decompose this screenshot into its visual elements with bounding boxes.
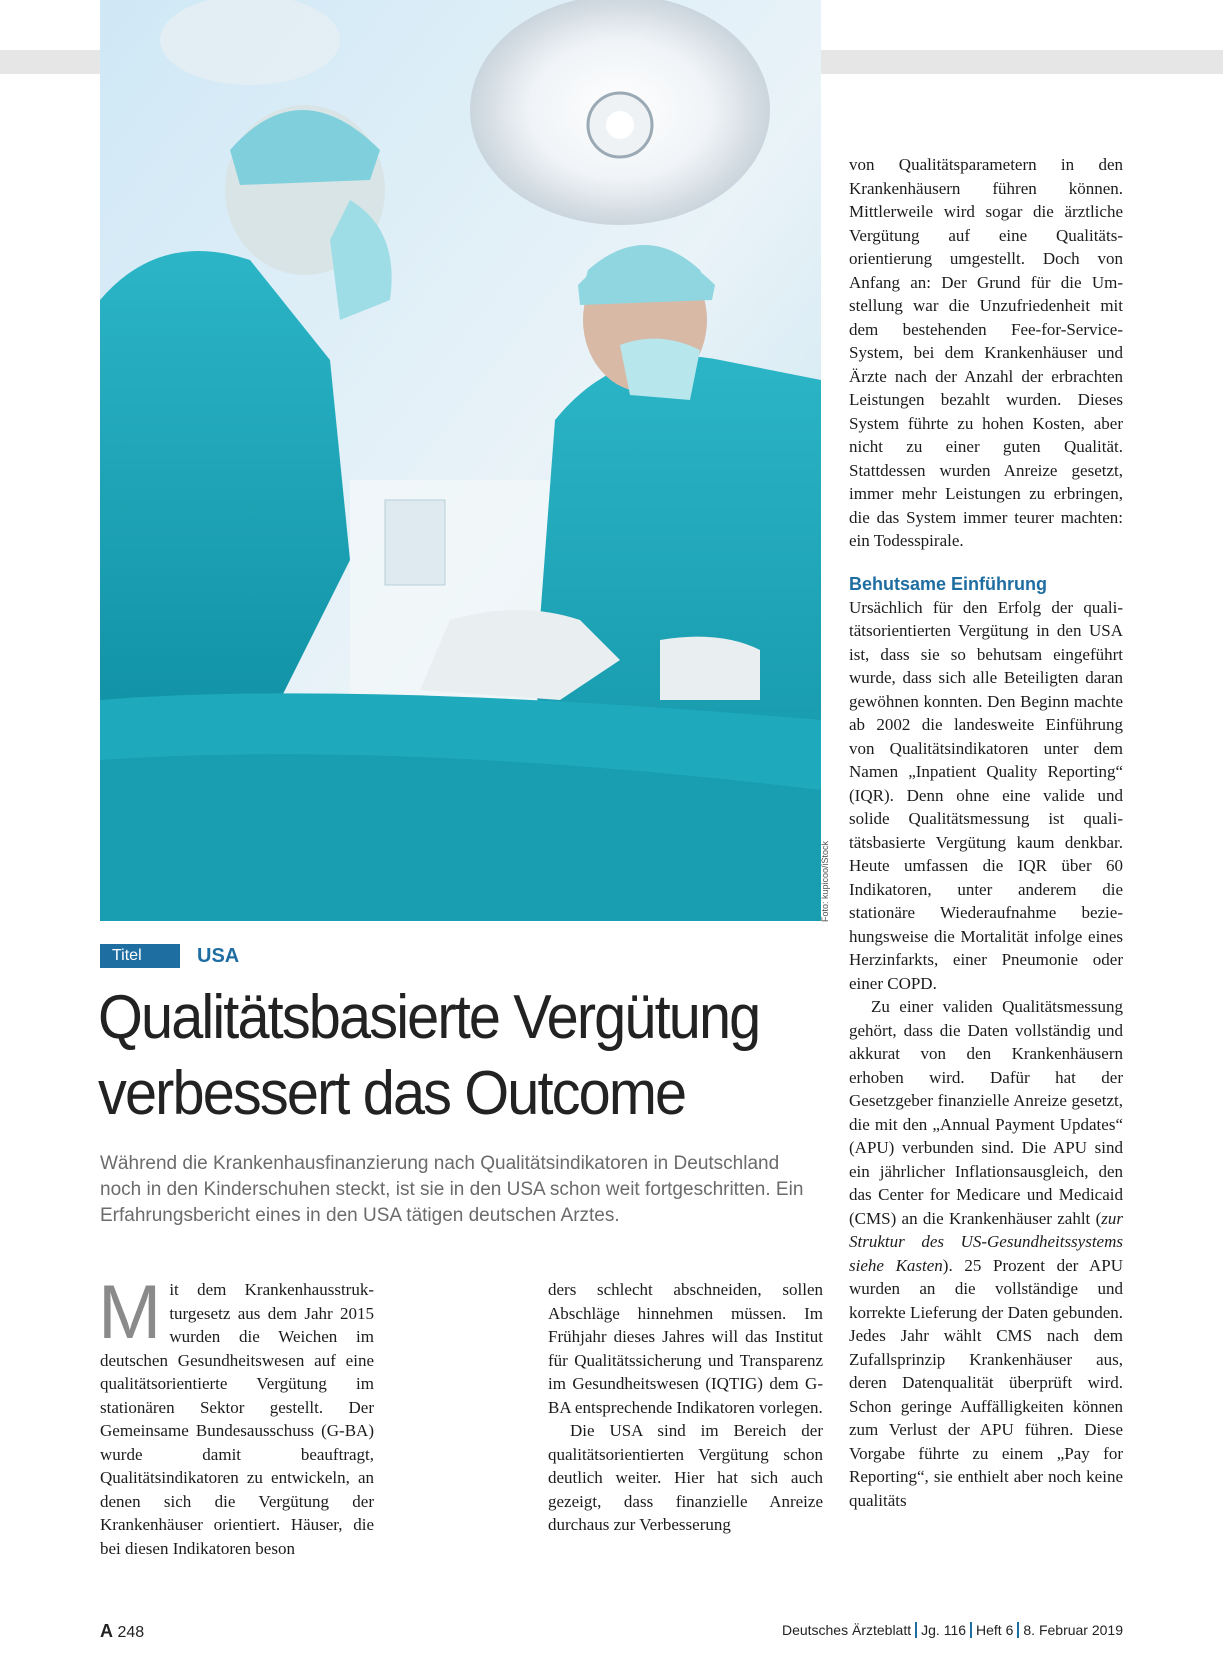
column-3-paragraph-2: Ursächlich für den Erfolg der qualitätsorientierten Vergütung in den USA ist, dass sie so behutsam eingeführt wurde, dass sich alle Beteiligten daran gewöhnen konnten. Den Beginn machte ab 2002 die landesweite Einführung von Qualitätsindikatoren unter dem Namen „Inpatient Quality Reporting“ (IQR). Denn ohne eine valide und solide Qualitätsmessung ist qualitätsbasierte Vergütung kaum denkbar. Heute umfassen die IQR über 60 Indikatoren, unter anderem die stationäre Wiederaufnahme beziehungsweise die Mortalität infolge eines Herzinfarkts, einer Pneumonie oder einer COPD.: [849, 597, 1123, 993]
column-3-paragraph-3-start: Zu einer validen Qualitätsmessung gehört, dass die Daten vollständig und akkurat von den Krankenhäusern erhoben wird. Dafür hat der Gesetzgeber finanzielle Anreize gesetzt, die mit den „Annual Payment Updates“ (APU) verbunden sind. Die APU sind ein jährlicher Inflationsausgleich, den das Center for Medicare und Medicaid (CMS) an die Krankenhäuser zahlt (: [849, 997, 1123, 1228]
column-1: [98, 1270, 374, 1560]
page-number-value: 248: [117, 1624, 145, 1641]
column-3: [849, 153, 1123, 1512]
headline: [98, 980, 777, 1132]
separator: [1017, 1622, 1019, 1638]
journal-info: [782, 1622, 1123, 1638]
column-1-paragraph: [98, 1270, 374, 1560]
column-3-paragraph-1: von Qualitätsparametern in den Krankenhäusern führen können. Mittlerweile wird sogar die ärztliche Vergütung auf eine Qualitätsorientierung umgestellt. Doch von Anfang an: Der Grund für die Umstellung war die Unzufriedenheit mit dem bestehenden Fee-for-Service-System, bei dem Krankenhäuser und Ärzte nach der Anzahl der erbrachten Leistungen bezahlt wurden. Dieses System führte zu hohen Kosten, aber nicht zu einer guten Qualität. Stattdessen wurden Anreize gesetzt, immer mehr Leistungen zu erbringen, die das System immer teurer machten: ein Todesspirale.: [849, 155, 1123, 550]
rubric-topic: USA: [197, 945, 240, 967]
separator: [915, 1622, 917, 1638]
section-subheading: Behutsame Einführung: [849, 573, 1048, 594]
column-3-paragraph-3-end: ). 25 Prozent der APU wurden an die vollständige und korrekte Lieferung der Daten gebunden. Jedes Jahr wählt CMS nach dem Zufallsprinzip Krankenhäuser aus, deren Datenqualität überprüft wird. Schon geringe Auffälligkeiten können zum Verlust der APU führen. Diese Vorgabe führte zu einem „Pay for Reporting“, sie enthielt aber noch keine qualitäts: [849, 1255, 1123, 1510]
journal-date: 8. Februar 2019: [1023, 1622, 1123, 1638]
headline-line-1: Qualitätsbasierte Vergütung: [98, 983, 760, 1052]
column-1-text: it dem Krankenhausstrukturgesetz aus dem Jahr 2015 wurden die Weichen im deutschen Gesundheitswesen auf eine qualitätsorientierte Vergütung im stationären Sektor gestellt. Der Gemeinsame Bundesausschuss (G-BA) wurde damit beauftragt, Qualitätsindikatoren zu entwickeln, an denen sich die Vergütung der Krankenhäuser orientiert. Häuser, die bei diesen Indikatoren beson: [100, 1280, 374, 1558]
journal-volume: Jg. 116: [921, 1622, 967, 1638]
photo-credit: Foto: kupicoo/iStock: [820, 840, 830, 922]
column-2-paragraph-2: Die USA sind im Bereich der qualitätsorientierten Vergütung schon deutlich weiter. Hier hat sich auch gezeigt, dass finanzielle Anreize durchaus zur Verbesserung: [548, 1421, 823, 1534]
rubric-label: Titel: [100, 944, 180, 968]
page-prefix: A: [100, 1621, 113, 1641]
column-2-paragraph-1: ders schlecht abschneiden, sollen Abschläge hinnehmen müssen. Im Frühjahr dieses Jahres will das Institut für Qualitätssicherung und Transparenz im Gesundheitswesen (IQTIG) dem G-BA entsprechende Indikatoren vorlegen.: [548, 1280, 823, 1417]
cross-reference: zur Struktur des US-Gesundheitssystems siehe Kasten: [849, 1208, 1123, 1275]
headline-line-2: verbessert das Outcome: [98, 1059, 686, 1128]
column-3-paragraph-3: [849, 995, 1123, 1512]
drop-cap: M: [98, 1270, 162, 1355]
article-photo: [100, 0, 821, 921]
lead-paragraph: Während die Krankenhausfinanzierung nach Qualitätsindikatoren in Deutschland noch in den Kinderschuhen steckt, ist sie in den USA schon weit fortgeschritten. Ein Erfahrungsbericht eines in den USA tätigen deutschen Arztes.: [100, 1153, 804, 1226]
page-number: [100, 1621, 144, 1642]
journal-name: Deutsches Ärzteblatt: [781, 1622, 912, 1638]
column-2: [548, 1278, 823, 1537]
separator: [970, 1622, 972, 1638]
journal-issue: Heft 6: [976, 1622, 1014, 1638]
